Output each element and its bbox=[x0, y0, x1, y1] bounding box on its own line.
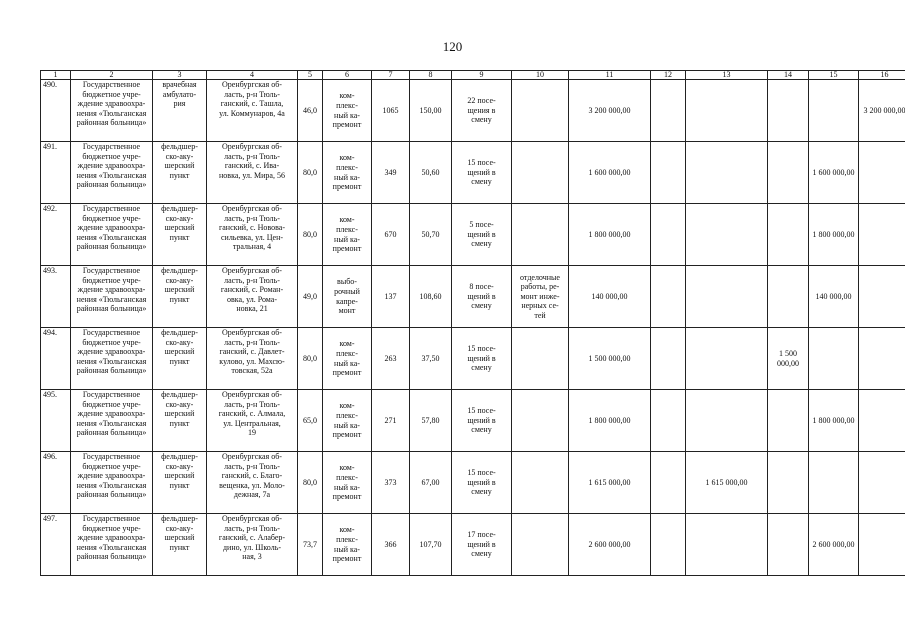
table-row bbox=[41, 142, 905, 204]
facility-address: Оренбургская об- ласть, р-н Тюль- ганский, с. Алмала, ул. Центральная, 19 bbox=[207, 390, 298, 452]
year-cost bbox=[809, 328, 859, 390]
capacity-value: 15 посе- щений в смену bbox=[452, 452, 512, 514]
total-cost: 1 500 000,00 bbox=[569, 328, 651, 390]
population-value: 373 bbox=[372, 452, 410, 514]
wear-value: 50,60 bbox=[410, 142, 452, 204]
table-row bbox=[41, 204, 905, 266]
institution-name: Государственное бюджетное учре- ждение здравоохра- нения «Тюльганская районная больница» bbox=[71, 204, 153, 266]
population-value: 137 bbox=[372, 266, 410, 328]
institution-name: Государственное бюджетное учре- ждение здравоохра- нения «Тюльганская районная больница» bbox=[71, 142, 153, 204]
year-cost bbox=[859, 390, 905, 452]
area-value: 80,0 bbox=[298, 142, 323, 204]
wear-value: 150,00 bbox=[410, 80, 452, 142]
column-number: 7 bbox=[372, 71, 410, 80]
row-number: 497. bbox=[41, 514, 71, 576]
year-cost bbox=[651, 142, 686, 204]
column-number: 11 bbox=[569, 71, 651, 80]
repair-objects-table bbox=[40, 70, 905, 576]
year-cost bbox=[768, 142, 809, 204]
year-cost bbox=[768, 266, 809, 328]
year-cost: 140 000,00 bbox=[809, 266, 859, 328]
population-value: 1065 bbox=[372, 80, 410, 142]
year-cost bbox=[768, 204, 809, 266]
repair-type: ком- плекс- ный ка- премонт bbox=[323, 452, 372, 514]
area-value: 73,7 bbox=[298, 514, 323, 576]
column-number: 8 bbox=[410, 71, 452, 80]
institution-name: Государственное бюджетное учре- ждение здравоохра- нения «Тюльганская районная больница» bbox=[71, 266, 153, 328]
column-number: 14 bbox=[768, 71, 809, 80]
institution-name: Государственное бюджетное учре- ждение здравоохра- нения «Тюльганская районная больница» bbox=[71, 514, 153, 576]
wear-value: 107,70 bbox=[410, 514, 452, 576]
table-row bbox=[41, 390, 905, 452]
total-cost: 3 200 000,00 bbox=[569, 80, 651, 142]
wear-value: 37,50 bbox=[410, 328, 452, 390]
year-cost bbox=[859, 204, 905, 266]
works-description bbox=[512, 204, 569, 266]
table-row bbox=[41, 266, 905, 328]
repair-type: ком- плекс- ный ка- премонт bbox=[323, 142, 372, 204]
capacity-value: 17 посе- щений в смену bbox=[452, 514, 512, 576]
column-number: 3 bbox=[153, 71, 207, 80]
repair-type: ком- плекс- ный ка- премонт bbox=[323, 80, 372, 142]
column-number: 9 bbox=[452, 71, 512, 80]
year-cost bbox=[686, 390, 768, 452]
capacity-value: 22 посе- щения в смену bbox=[452, 80, 512, 142]
year-cost bbox=[686, 266, 768, 328]
facility-type: фельдшер- ско-аку- шерский пункт bbox=[153, 328, 207, 390]
row-number: 493. bbox=[41, 266, 71, 328]
institution-name: Государственное бюджетное учре- ждение здравоохра- нения «Тюльганская районная больница» bbox=[71, 452, 153, 514]
total-cost: 1 600 000,00 bbox=[569, 142, 651, 204]
year-cost bbox=[651, 80, 686, 142]
table-row bbox=[41, 514, 905, 576]
column-number: 15 bbox=[809, 71, 859, 80]
year-cost bbox=[809, 452, 859, 514]
year-cost: 1 615 000,00 bbox=[686, 452, 768, 514]
repair-type: ком- плекс- ный ка- премонт bbox=[323, 204, 372, 266]
total-cost: 1 800 000,00 bbox=[569, 390, 651, 452]
area-value: 80,0 bbox=[298, 204, 323, 266]
works-description: отделочные работы, ре- монт инже- нерных се- тей bbox=[512, 266, 569, 328]
institution-name: Государственное бюджетное учре- ждение здравоохра- нения «Тюльганская районная больница» bbox=[71, 328, 153, 390]
facility-address: Оренбургская об- ласть, р-н Тюль- ганский, с. Алабер- дино, ул. Школь- ная, 3 bbox=[207, 514, 298, 576]
area-value: 80,0 bbox=[298, 452, 323, 514]
facility-type: фельдшер- ско-аку- шерский пункт bbox=[153, 266, 207, 328]
capacity-value: 8 посе- щений в смену bbox=[452, 266, 512, 328]
year-cost: 1 800 000,00 bbox=[809, 204, 859, 266]
column-number: 16 bbox=[859, 71, 905, 80]
capacity-value: 15 посе- щений в смену bbox=[452, 142, 512, 204]
year-cost: 3 200 000,00 bbox=[859, 80, 905, 142]
capacity-value: 5 посе- щений в смену bbox=[452, 204, 512, 266]
works-description bbox=[512, 390, 569, 452]
institution-name: Государственное бюджетное учре- ждение здравоохра- нения «Тюльганская районная больница» bbox=[71, 80, 153, 142]
year-cost bbox=[686, 204, 768, 266]
repair-type: ком- плекс- ный ка- премонт bbox=[323, 514, 372, 576]
population-value: 366 bbox=[372, 514, 410, 576]
year-cost bbox=[686, 328, 768, 390]
column-number: 12 bbox=[651, 71, 686, 80]
works-description bbox=[512, 80, 569, 142]
works-description bbox=[512, 142, 569, 204]
column-number: 6 bbox=[323, 71, 372, 80]
area-value: 65,0 bbox=[298, 390, 323, 452]
row-number: 496. bbox=[41, 452, 71, 514]
year-cost bbox=[651, 328, 686, 390]
facility-type: фельдшер- ско-аку- шерский пункт bbox=[153, 514, 207, 576]
year-cost bbox=[651, 514, 686, 576]
column-number: 2 bbox=[71, 71, 153, 80]
year-cost bbox=[859, 266, 905, 328]
table-row bbox=[41, 452, 905, 514]
capacity-value: 15 посе- щений в смену bbox=[452, 390, 512, 452]
area-value: 80,0 bbox=[298, 328, 323, 390]
repair-type: ком- плекс- ный ка- премонт bbox=[323, 328, 372, 390]
facility-address: Оренбургская об- ласть, р-н Тюль- ганский, с. Новова- сильевка, ул. Цен- тральная, 4 bbox=[207, 204, 298, 266]
area-value: 46,0 bbox=[298, 80, 323, 142]
facility-type: фельдшер- ско-аку- шерский пункт bbox=[153, 204, 207, 266]
column-number-row bbox=[41, 71, 905, 80]
wear-value: 67,00 bbox=[410, 452, 452, 514]
total-cost: 1 615 000,00 bbox=[569, 452, 651, 514]
year-cost: 1 600 000,00 bbox=[809, 142, 859, 204]
row-number: 490. bbox=[41, 80, 71, 142]
year-cost bbox=[686, 80, 768, 142]
total-cost: 140 000,00 bbox=[569, 266, 651, 328]
wear-value: 108,60 bbox=[410, 266, 452, 328]
wear-value: 57,80 bbox=[410, 390, 452, 452]
works-description bbox=[512, 452, 569, 514]
year-cost bbox=[859, 142, 905, 204]
year-cost bbox=[859, 328, 905, 390]
capacity-value: 15 посе- щений в смену bbox=[452, 328, 512, 390]
facility-address: Оренбургская об- ласть, р-н Тюль- ганский, с. Роман- овка, ул. Рома- новка, 21 bbox=[207, 266, 298, 328]
row-number: 492. bbox=[41, 204, 71, 266]
column-number: 13 bbox=[686, 71, 768, 80]
year-cost bbox=[651, 266, 686, 328]
facility-type: фельдшер- ско-аку- шерский пункт bbox=[153, 142, 207, 204]
year-cost bbox=[768, 390, 809, 452]
works-description bbox=[512, 328, 569, 390]
year-cost bbox=[686, 514, 768, 576]
year-cost bbox=[651, 390, 686, 452]
column-number: 1 bbox=[41, 71, 71, 80]
wear-value: 50,70 bbox=[410, 204, 452, 266]
total-cost: 1 800 000,00 bbox=[569, 204, 651, 266]
year-cost bbox=[651, 452, 686, 514]
year-cost bbox=[686, 142, 768, 204]
page-number: 120 bbox=[442, 39, 463, 54]
row-number: 494. bbox=[41, 328, 71, 390]
row-number: 491. bbox=[41, 142, 71, 204]
facility-type: фельдшер- ско-аку- шерский пункт bbox=[153, 452, 207, 514]
year-cost bbox=[768, 80, 809, 142]
year-cost bbox=[859, 452, 905, 514]
column-number: 10 bbox=[512, 71, 569, 80]
total-cost: 2 600 000,00 bbox=[569, 514, 651, 576]
works-description bbox=[512, 514, 569, 576]
facility-type: врачебная амбулато- рия bbox=[153, 80, 207, 142]
year-cost bbox=[859, 514, 905, 576]
population-value: 263 bbox=[372, 328, 410, 390]
year-cost: 1 800 000,00 bbox=[809, 390, 859, 452]
year-cost bbox=[809, 80, 859, 142]
table-row bbox=[41, 328, 905, 390]
year-cost bbox=[768, 452, 809, 514]
repair-type: ком- плекс- ный ка- премонт bbox=[323, 390, 372, 452]
population-value: 271 bbox=[372, 390, 410, 452]
institution-name: Государственное бюджетное учре- ждение здравоохра- нения «Тюльганская районная больница» bbox=[71, 390, 153, 452]
year-cost: 2 600 000,00 bbox=[809, 514, 859, 576]
column-number: 4 bbox=[207, 71, 298, 80]
year-cost bbox=[768, 514, 809, 576]
repair-type: выбо- рочный капре- монт bbox=[323, 266, 372, 328]
population-value: 349 bbox=[372, 142, 410, 204]
area-value: 49,0 bbox=[298, 266, 323, 328]
facility-type: фельдшер- ско-аку- шерский пункт bbox=[153, 390, 207, 452]
facility-address: Оренбургская об- ласть, р-н Тюль- ганский, с. Давлет- кулово, ул. Махсю- товская, 52а bbox=[207, 328, 298, 390]
year-cost bbox=[651, 204, 686, 266]
facility-address: Оренбургская об- ласть, р-н Тюль- ганский, с. Ива- новка, ул. Мира, 56 bbox=[207, 142, 298, 204]
year-cost: 1 500 000,00 bbox=[768, 328, 809, 390]
table-row bbox=[41, 80, 905, 142]
population-value: 670 bbox=[372, 204, 410, 266]
facility-address: Оренбургская об- ласть, р-н Тюль- ганский, с. Ташла, ул. Коммунаров, 4а bbox=[207, 80, 298, 142]
facility-address: Оренбургская об- ласть, р-н Тюль- ганский, с. Благо- вещенка, ул. Моло- дежная, 7а bbox=[207, 452, 298, 514]
row-number: 495. bbox=[41, 390, 71, 452]
column-number: 5 bbox=[298, 71, 323, 80]
